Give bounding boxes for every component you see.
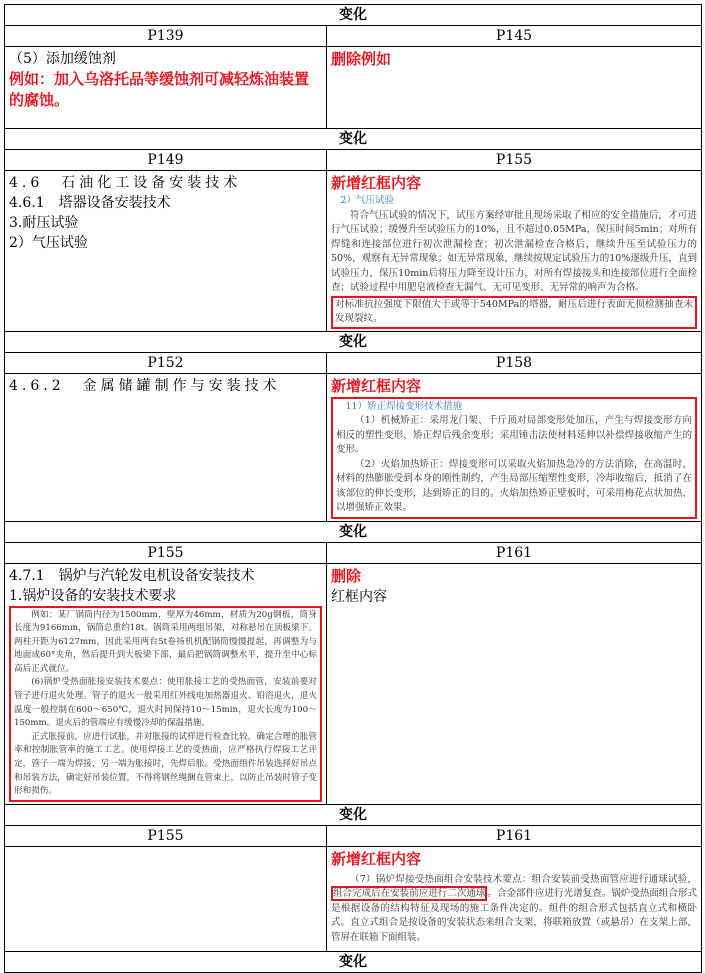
highlight-box — [331, 397, 697, 519]
old-content-5 — [5, 846, 327, 951]
section-header-5: 变化 — [5, 804, 702, 825]
old-content-3 — [5, 373, 327, 521]
excerpt-paragraph — [331, 873, 697, 946]
new-page-number-1: P145 — [327, 26, 702, 47]
new-page-number-3: P158 — [327, 352, 702, 373]
new-content-4 — [327, 563, 702, 804]
comparison-table — [4, 4, 702, 973]
old-page-number-2: P149 — [5, 150, 327, 171]
excerpt-subheading: 2）气压试验 — [340, 195, 395, 206]
change-note: 新增红框内容 — [331, 174, 422, 192]
section-header-1: 变化 — [5, 5, 702, 26]
new-content-3 — [327, 373, 702, 521]
excerpt-paragraph: （1）机械矫正：采用龙门架、千斤顶对局部变形处加压，产生与焊接变形方向相反的塑性变形，矫正焊后残余变形；采用锤击法使材料延伸以补偿焊接收缩产生的变形。 — [336, 415, 692, 455]
old-line: 4.6.1 塔器设备安装技术 — [9, 195, 171, 211]
new-content-2 — [327, 171, 702, 332]
old-page-number-4: P155 — [5, 542, 327, 563]
excerpt-paragraph: 例如：某厂锅筒内径为1500mm，壁厚为46mm，材质为20g钢板，筒身长度为9166mm，锅筒总重约18t。锅筒采用两组吊架，对称悬吊在顶板梁下。两柱开距为6127mm，因此采用两台5t卷扬机机配锅筒慢慢提起，再调整为与地面成60°夹角，然后提升到大板梁下部，最后把锅筒调整水平，提升至中心标高后正式就位。 — [14, 609, 317, 674]
old-content-1 — [5, 47, 327, 129]
scanned-excerpt — [331, 873, 697, 946]
excerpt-highlight: 对标准抗拉强度下限值大于或等于540MPa的塔器，耐压后进行表面无损检测抽查未发现裂纹。 — [335, 298, 693, 324]
excerpt-text: 。合金部件应进行光谱复查。锅炉受热面组合形式是根据设备的结构特征及现场的施工条件决定的。组件的组合形式包括直立式和横卧式。直立式组合是按设备的安装状态来组合支架，将联箱放置（或悬吊）在支架上部，管屏在联箱下面组装。 — [331, 888, 697, 943]
new-page-number-5: P161 — [327, 825, 702, 846]
old-page-number-5: P155 — [5, 825, 327, 846]
scanned-excerpt — [331, 194, 697, 329]
comparison-sheet — [4, 4, 701, 973]
section-header-4: 变化 — [5, 521, 702, 542]
excerpt-paragraph: 符合气压试验的情况下，试压方案经审批且现场采取了相应的安全措施后，才可进行气压试验；缓慢升至试验压力的10%，且不超过0.05MPa，保压时间5min；对所有焊缝和连接部位进行初次泄漏检查；初次泄漏检查合格后，继续升压至试验压力的50%，观察有无异常现象；如无异常现象，继续按规定试验压力的10%逐级升压，直到试验压力，保压10min后将压力降至设计压力，对所有焊接接头和连接部位进行全面检查；试验过程中用肥皂液检查无漏气、无可见变形、无异常的响声为合格。 — [331, 209, 697, 293]
change-note: 新增红框内容 — [331, 849, 422, 868]
old-line: （5）添加缓蚀剂 — [9, 51, 116, 67]
old-line: 4.6.2 金属储罐制作与安装技术 — [9, 377, 281, 394]
excerpt-text: （7）锅炉焊接受热面组合安装技术要点：组合安装前受热面管应进行通球试验， — [350, 873, 697, 885]
old-line: 1.锅炉设备的安装技术要求 — [9, 587, 177, 604]
old-line: 2）气压试验 — [9, 235, 88, 251]
excerpt-paragraph: （2）火焰加热矫正：焊接变形可以采取火焰加热急冷的方法消除，在高温时，材料的热膨胀受到本身的刚性制约，产生局部压缩塑性变形，冷却收缩后，抵消了在该部位的伸长变形，达到矫正的目的。火焰加热矫正壁板时，可采用梅花点状加热，以增强矫正效果。 — [336, 458, 692, 513]
old-line: 4.6 石油化工设备安装技术 — [9, 175, 242, 191]
old-content-4 — [5, 563, 327, 804]
old-line: 4.7.1 锅炉与汽轮发电机设备安装技术 — [9, 567, 255, 584]
section-header-6: 变化 — [5, 951, 702, 972]
change-note: 新增红框内容 — [331, 376, 422, 395]
new-line: 红框内容 — [331, 588, 387, 605]
old-content-2 — [5, 171, 327, 332]
section-header-2: 变化 — [5, 129, 702, 150]
excerpt-paragraph: (6)锅炉受热面胀接安装技术要点：使用胀接工艺的受热面管，安装前要对管子进行退火处理。管子的退火一般采用红外线电加热器退火、铅浴退火，退火温度一般控制在600～650℃，退火时间保持10～15min，退火长度为100～150mm。退火后的管端应有缓慢冷却的保温措施。 — [14, 677, 317, 729]
excerpt-paragraph: 正式胀接前，应进行试胀，并对胀接的试样进行检查比较，确定合理的胀管率和控制胀管率的施工工艺。使用焊接工艺的受热面，应严格执行焊接工艺评定，管子一端为焊接，另一端为胀接时，先焊后胀。受热面组件吊装选择好吊点和吊装方法，确定好吊装位置，不得将钢丝绳捆在管束上，以防止吊装时管子变形和损伤。 — [14, 731, 317, 797]
section-header-3: 变化 — [5, 331, 702, 352]
new-content-1 — [327, 47, 702, 129]
old-page-number-3: P152 — [5, 352, 327, 373]
excerpt-subheading: 11）矫正焊接变形技术措施 — [345, 400, 463, 412]
old-red-note: 例如：加入乌洛托品等缓蚀剂可减轻炼油装置的腐蚀。 — [9, 70, 310, 109]
highlight-box — [331, 296, 697, 329]
new-page-number-2: P155 — [327, 150, 702, 171]
old-line: 3.耐压试验 — [9, 215, 79, 231]
new-content-5 — [327, 846, 702, 951]
excerpt-highlight: 组合完成后在安装前应进行二次通球 — [333, 888, 486, 900]
new-page-number-4: P161 — [327, 542, 702, 563]
change-note: 删除例如 — [331, 50, 392, 68]
change-note: 删除 — [331, 566, 362, 585]
old-page-number-1: P139 — [5, 26, 327, 47]
highlight-box — [9, 606, 322, 802]
